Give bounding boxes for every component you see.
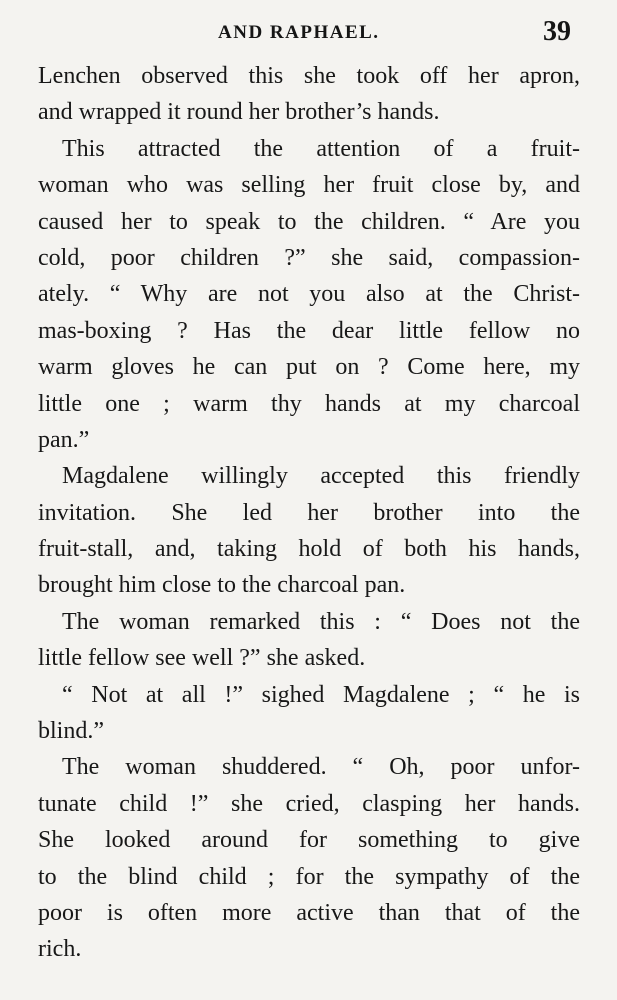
page-number: 39 xyxy=(543,16,571,47)
paragraph-3 xyxy=(38,458,580,604)
text-line: to the blind child ; for the sympathy of the xyxy=(38,863,580,890)
text-line: and wrapped it round her brother’s hands. xyxy=(38,99,440,126)
body-text xyxy=(38,58,580,968)
text-line: This attracted the attention of a fruit- xyxy=(62,135,580,162)
text-line: woman who was selling her fruit close by, and xyxy=(38,172,580,199)
text-line: The woman remarked this : “ Does not the xyxy=(62,608,580,635)
text-line: tunate child !” she cried, clasping her hands. xyxy=(38,790,580,817)
paragraph-1 xyxy=(38,58,580,131)
text-line: rich. xyxy=(38,936,82,963)
text-line: invitation. She led her brother into the xyxy=(38,499,580,526)
text-line: poor is often more active than that of the xyxy=(38,899,580,926)
text-line: pan.” xyxy=(38,426,90,453)
running-title: AND RAPHAEL. xyxy=(218,22,380,43)
text-line: fruit-stall, and, taking hold of both his hands, xyxy=(38,536,580,563)
text-line: She looked around for something to give xyxy=(38,827,580,854)
text-line: cold, poor children ?” she said, compassion- xyxy=(38,244,580,271)
text-line: blind.” xyxy=(38,718,104,745)
text-line: mas-boxing ? Has the dear little fellow no xyxy=(38,317,580,344)
text-line: warm gloves he can put on ? Come here, my xyxy=(38,354,580,381)
text-line: little one ; warm thy hands at my charcoal xyxy=(38,390,580,417)
text-line: caused her to speak to the children. “ Are you xyxy=(38,208,580,235)
paragraph-4 xyxy=(38,604,580,677)
text-line: little fellow see well ?” she asked. xyxy=(38,645,366,672)
text-line: Lenchen observed this she took off her apron, xyxy=(38,63,580,89)
running-head xyxy=(0,14,617,48)
paragraph-6 xyxy=(38,749,580,967)
text-line: brought him close to the charcoal pan. xyxy=(38,572,406,599)
paragraph-5 xyxy=(38,677,580,750)
text-line: The woman shuddered. “ Oh, poor unfor- xyxy=(62,754,580,781)
text-line: ately. “ Why are not you also at the Christ- xyxy=(38,281,580,308)
text-line: “ Not at all !” sighed Magdalene ; “ he is xyxy=(62,681,580,708)
paragraph-2 xyxy=(38,131,580,459)
text-line: Magdalene willingly accepted this friendly xyxy=(62,463,580,490)
